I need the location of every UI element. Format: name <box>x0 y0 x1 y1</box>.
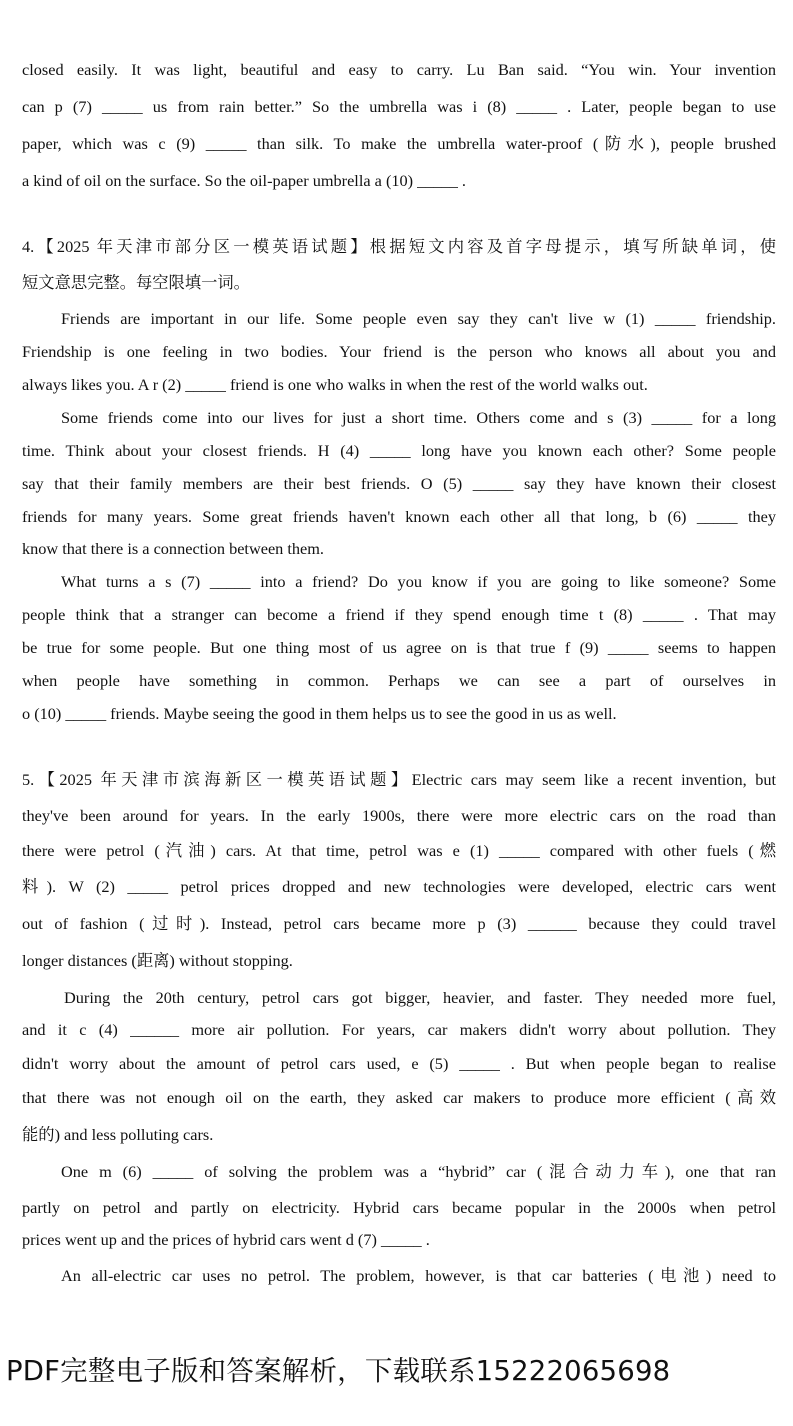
text-line: a kind of oil on the surface. So the oil-paper umbrella a (10) _____ . <box>22 171 466 190</box>
text-line: out of fashion (过时). Instead, petrol cars became more p (3) ______ because they could travel <box>22 914 776 933</box>
question-5-header: 5.【2025 年天津市滨海新区一模英语试题】Electric cars may seem like a recent invention, but <box>22 770 776 789</box>
question-4-header: 短文意思完整。每空限填一词。 <box>22 273 250 292</box>
download-contact-footer: PDF完整电子版和答案解析，下载联系15222065698 <box>6 1355 671 1387</box>
text-line: paper, which was c (9) _____ than silk. To make the umbrella water-proof (防水), people brushed <box>22 134 776 153</box>
text-line: there were petrol (汽油) cars. At that time, petrol was e (1) _____ compared with other fuels (燃 <box>22 841 776 860</box>
text-line: 料). W (2) _____ petrol prices dropped and new technologies were developed, electric cars went <box>22 877 776 896</box>
question-4-header: 4.【2025 年天津市部分区一模英语试题】根据短文内容及首字母提示，填写所缺单词，使 <box>22 237 776 256</box>
text-line: An all-electric car uses no petrol. The problem, however, is that car batteries (电池) need to <box>61 1266 776 1285</box>
text-line: always likes you. A r (2) _____ friend is one who walks in when the rest of the world walks out. <box>22 375 648 394</box>
text-line: Friendship is one feeling in two bodies. Your friend is the person who knows all about you and <box>22 342 776 361</box>
text-line: can p (7) _____ us from rain better.” So the umbrella was i (8) _____ . Later, people began to use <box>22 97 776 116</box>
text-line: During the 20th century, petrol cars got bigger, heavier, and faster. They needed more fuel, <box>64 988 776 1007</box>
text-line: they've been around for years. In the early 1900s, there were more electric cars on the road than <box>22 806 776 825</box>
text-line: know that there is a connection between them. <box>22 539 325 558</box>
text-line: friends for many years. Some great friends haven't known each other all that long, b (6) _____ they <box>22 507 776 526</box>
text-line: that there was not enough oil on the earth, they asked car makers to produce more efficient (高效 <box>22 1088 776 1107</box>
text-line: time. Think about your closest friends. H (4) _____ long have you known each other? Some people <box>22 441 776 460</box>
text-line: Friends are important in our life. Some people even say they can't live w (1) _____ friendship. <box>61 309 776 328</box>
text-line: partly on petrol and partly on electricity. Hybrid cars became popular in the 2000s when petrol <box>22 1198 776 1217</box>
text-line: prices went up and the prices of hybrid cars went d (7) _____ . <box>22 1230 430 1249</box>
text-line: be true for some people. But one thing most of us agree on is that true f (9) _____ seems to happen <box>22 638 776 657</box>
text-line: One m (6) _____ of solving the problem was a “hybrid” car (混合动力车), one that ran <box>61 1162 776 1181</box>
text-line: longer distances (距离) without stopping. <box>22 951 293 970</box>
text-line: closed easily. It was light, beautiful and easy to carry. Lu Ban said. “You win. Your invention <box>22 60 776 79</box>
text-line: Some friends come into our lives for just a short time. Others come and s (3) _____ for a long <box>61 408 776 427</box>
text-line: say that their family members are their best friends. O (5) _____ say they have known their closest <box>22 474 776 493</box>
text-line: didn't worry about the amount of petrol cars used, e (5) _____ . But when people began to realise <box>22 1054 776 1073</box>
text-line: when people have something in common. Perhaps we can see a part of ourselves in <box>22 671 776 690</box>
text-line: What turns a s (7) _____ into a friend? Do you know if you are going to like someone? Some <box>61 572 776 591</box>
text-line: and it c (4) ______ more air pollution. For years, car makers didn't worry about pollution. They <box>22 1020 776 1039</box>
text-line: people think that a stranger can become a friend if they spend enough time t (8) _____ . That may <box>22 605 776 624</box>
text-line: o (10) _____ friends. Maybe seeing the good in them helps us to see the good in us as well. <box>22 704 617 723</box>
text-line: 能的) and less polluting cars. <box>22 1125 214 1144</box>
